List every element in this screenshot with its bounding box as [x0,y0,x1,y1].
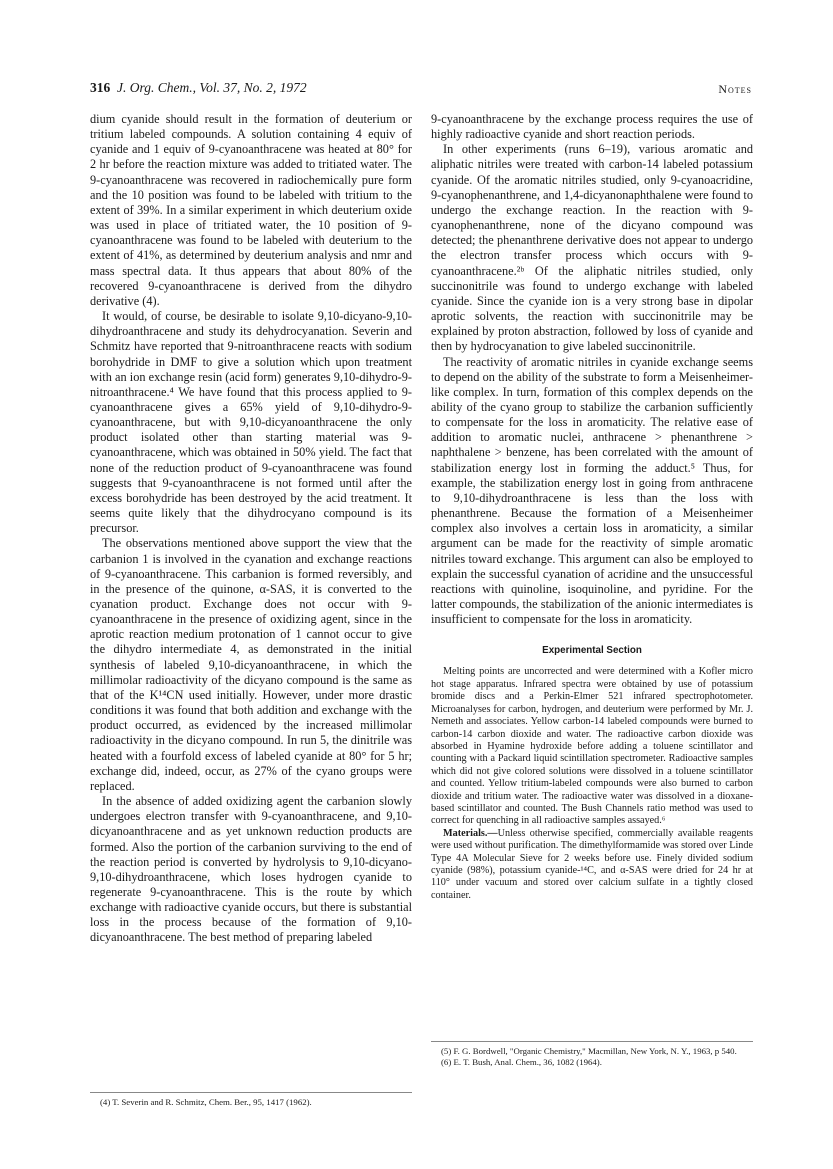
section-label: Notes [718,82,752,96]
paragraph: In other experiments (runs 6–19), various aromatic and aliphatic nitriles were treated with carbon-14 labeled potassium cyanide. Of the aromatic nitriles studied, only 9-cyanoacridine, 9-cyanophenanthrene, and 1,4-dicyanonaphthalene were found to undergo the exchange reaction. In the reaction with 9-cyanophenanthrene, none of the dicyano compound was detected; the phenanthrene derivative does not appear to undergo the electron transfer process which occurs with 9-cyanoanthracene.²ᵇ Of the aliphatic nitriles studied, only succinonitrile was found to undergo exchange with labeled cyanide. Since the cyanide ion is a very strong base in dipolar aprotic solvents, the reaction with succinonitrile may be explained by proton abstraction, followed by loss of cyanide and then by hydrocyanation to give labeled succinonitrile. [431,142,753,354]
left-column [90,112,412,946]
footnote: (6) E. T. Bush, Anal. Chem., 36, 1082 (1964). [441,1057,602,1067]
footnote-rule [431,1041,753,1042]
journal-name: J. Org. Chem., [117,80,196,95]
footnote: (5) F. G. Bordwell, "Organic Chemistry," Macmillan, New York, N. Y., 1963, p 540. [441,1046,737,1056]
footnote: (4) T. Severin and R. Schmitz, Chem. Ber., 95, 1417 (1962). [100,1097,312,1107]
journal-volume: Vol. 37, No. 2, 1972 [199,80,307,95]
running-header [90,80,752,100]
materials-runin: Materials.— [443,827,498,839]
paragraph: dium cyanide should result in the formation of deuterium or tritium labeled compounds. A solution containing 4 equiv of cyanide and 1 equiv of 9-cyanoanthracene was heated at 80° for 2 hr before the reaction mixture was added to tritiated water. The 9-cyanoanthracene was recovered in radiochemically pure form and the 10 position was found to be labeled with tritium to the extent of 39%. In a similar experiment in which deuterium oxide was used in place of tritiated water, the 10 position of 9-cyanoanthracene was found to be labeled with deuterium to the extent of 41%, as determined by deuterium analysis and nmr and mass spectral data. It thus appears that about 80% of the recovered 9-cyanoanthracene is derived from the dihydro derivative (4). [90,112,412,308]
experimental-section-title: Experimental Section [542,645,642,657]
header-citation [90,80,307,96]
paragraph: The observations mentioned above support the view that the carbanion 1 is involved in the cyanation and exchange reactions of 9-cyanoanthracene. This carbanion is formed reversibly, and in the presence of the quinone, α-SAS, it is converted to the cyanation product. Exchange does not occur with 9-cyanoanthracene in the presence of oxidizing agent, since in the aprotic reaction medium protonation of 1 cannot occur to give the dihydro intermediate 4, as demonstrated in the initial synthesis of labeled 9,10-dicyanoanthracene, in which the millimolar radioactivity of the dicyano compound is the same as that of the K¹⁴CN used initially. However, under more drastic conditions it was found that both addition and exchange with the product occurred, as evidenced by the increased millimolar radioactivity in the dicyano compound. In run 5, the dinitrile was heated with a fourfold excess of labeled cyanide at 80° for 5 hr; exchange did, indeed, occur, as 27% of the cyano groups were replaced. [90,536,412,793]
right-column [431,112,753,902]
paragraph: 9-cyanoanthracene by the exchange process requires the use of highly radioactive cyanide and short reaction periods. [431,112,753,142]
footnote-rule [90,1092,412,1093]
paragraph: Melting points are uncorrected and were determined with a Kofler micro hot stage apparatus. Infrared spectra were obtained by use of potassium bromide discs and a Perkin-Elmer 521 infrared spectrophotometer. Microanalyses for carbon, hydrogen, and deuterium were performed by Mr. J. Nemeth and associates. Yellow carbon-14 labeled compounds were burned to carbon-14 carbon dioxide and water. The radioactive carbon dioxide was absorbed in Hyamine hydroxide before adding a toluene scintillator and counting with a Packard liquid scintillation spectrometer. Radioactive samples which did not give colored solutions were dissolved in a toluene scintillator and counted. Yellow tritium-labeled compounds were also burned to carbon dioxide and tritium water. The radioactive water was dissolved in a dioxane-based scintillator and counted. The Bush Channels ratio method was used to correct for quenching in all radioactive samples assayed.⁶ [431,666,753,827]
experimental-text [431,666,753,902]
paragraph: In the absence of added oxidizing agent the carbanion slowly undergoes electron transfer with 9-cyanoanthracene, and 9,10-dicyanoanthracene and as yet unknown reduction products are formed. Also the portion of the carbanion surviving to the end of the reaction period is converted by hydrolysis to 9,10-dicyano-9,10-dihydroanthracene, which loses hydrogen cyanide to regenerate 9-cyanoanthracene. This is the route by which exchange with radioactive cyanide occurs, but there is substantial loss in the process because of the formation of 9,10-dicyanoanthracene. The best method of preparing labeled [90,794,412,945]
paragraph: The reactivity of aromatic nitriles in cyanide exchange seems to depend on the ability of the substrate to form a Meisenheimer-like complex. In turn, formation of this complex depends on the ability of the cyano group to stabilize the carbanion sufficiently to compensate for the loss in aromaticity. The relative ease of addition to aromatic nuclei, anthracene > phenanthrene > naphthalene > benzene, has been correlated with the amount of stabilization energy lost in forming the adduct.⁵ Thus, for example, the stabilization energy lost in going from anthracene to 9,10-dihydroanthracene is less than the loss with phenanthrene. Because the formation of a Meisenheimer complex also involves a certain loss in aromaticity, a similar argument can be made for the reactivity of simple aromatic nitriles toward exchange. This argument can also be employed to explain the successful cyanation of acridine and the unsuccessful reactions with quinoline, isoquinoline, and pyridine. For the latter compounds, the stabilization of the anionic intermediates is insufficient to compensate for the loss in aromaticity. [431,354,753,627]
footnotes-left [90,1092,412,1108]
paragraph [431,828,753,902]
materials-text: Unless otherwise specified, commercially available reagents were used without purification. The dimethylformamide was stored over Linde Type 4A Molecular Sieve for 2 weeks before use. Finely divided sodium cyanide (98%), potassium cyanide-¹⁴C, and α-SAS were dried for 24 hr at 110° under vacuum and stored over calcium sulfate in a tightly closed container. [431,827,753,901]
page-number: 316 [90,80,111,95]
paragraph: It would, of course, be desirable to isolate 9,10-dicyano-9,10-dihydroanthracene and study its dehydrocyanation. Severin and Schmitz have reported that 9-nitroanthracene reacts with sodium borohydride in DMF to give a solution which upon treatment with an ion exchange resin (acid form) generates 9,10-dihydro-9-nitroanthracene.⁴ We have found that this process applied to 9-cyanoanthracene gives a 65% yield of 9,10-dihydro-9-cyanoanthracene, but with 9,10-dicyanoanthracene the only product isolated other than starting material was 9-cyanoanthracene, which was obtained in 50% yield. The fact that none of the reduction product of 9-cyanoanthracene was found suggests that 9-cyanoanthracene is not formed until after the excess borohydride has been destroyed by the acid treatment. It seems quite likely that the dihydrocyano compound is its precursor. [90,309,412,536]
footnotes-right [431,1041,753,1068]
